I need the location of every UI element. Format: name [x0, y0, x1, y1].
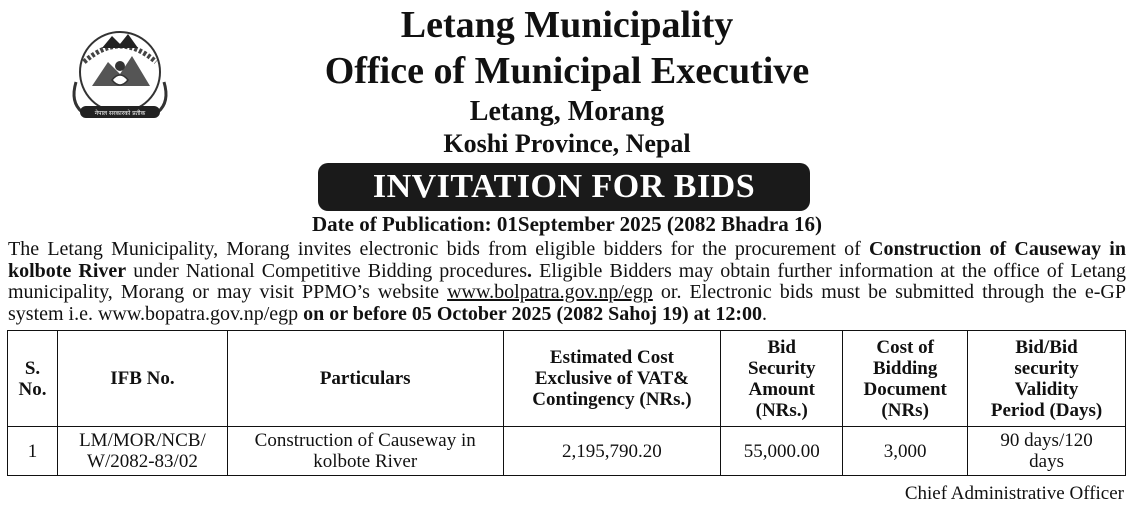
notice-text: or. Electronic bids must be submitted through the e-GP system i.e. www.bopatra.gov.np/egp	[8, 281, 1126, 325]
publication-date: Date of Publication: 01September 2025 (2082 Bhadra 16)	[312, 212, 822, 236]
notice-text: Eligible Bidders may obtain further information at the office of Letang municipality, Morang or may visit PPMO’s website	[8, 259, 1127, 303]
cell-particulars: Construction of Causeway in kolbote River	[227, 427, 503, 476]
cell-doc-cost: 3,000	[843, 427, 968, 476]
location: Letang, Morang	[469, 96, 665, 127]
col-header-doc-cost: Cost of Bidding Document (NRs)	[843, 331, 968, 427]
signatory: Chief Administrative Officer	[904, 483, 1124, 504]
bid-table	[7, 330, 1126, 476]
bid-deadline: on or before 05 October 2025 (2082 Sahoj 19) at 12:00	[303, 302, 762, 325]
cell-security: 55,000.00	[721, 427, 843, 476]
notice-text: .	[762, 302, 767, 325]
notice-title-banner: INVITATION FOR BIDS	[318, 163, 810, 211]
org-name: Letang Municipality	[400, 4, 734, 46]
notice-paragraph	[8, 239, 1126, 325]
emblem-motto: नेपाल सरकारको प्रतीक	[94, 110, 146, 117]
col-header-sno: S. No.	[8, 331, 58, 427]
col-header-validity: Bid/Bid security Validity Period (Days)	[968, 331, 1126, 427]
notice-text: .	[527, 259, 533, 282]
col-header-security: Bid Security Amount (NRs.)	[721, 331, 843, 427]
col-header-cost: Estimated Cost Exclusive of VAT& Contingency (NRs.)	[503, 331, 721, 427]
project-name: Construction of Causeway in kolbote River	[8, 238, 1126, 282]
notice-text: under National Competitive Bidding procedures	[126, 259, 528, 282]
province: Koshi Province, Nepal	[443, 129, 691, 158]
notice-text: The Letang Municipality, Morang invites electronic bids from eligible bidders for the procurement of	[8, 238, 870, 260]
cell-ifb: LM/MOR/NCB/ W/2082-83/02	[57, 427, 227, 476]
table-header-row	[8, 331, 1126, 427]
col-header-ifb: IFB No.	[57, 331, 227, 427]
col-header-particulars: Particulars	[227, 331, 503, 427]
cell-validity: 90 days/120 days	[968, 427, 1126, 476]
office-name: Office of Municipal Executive	[324, 50, 810, 92]
cell-cost: 2,195,790.20	[503, 427, 721, 476]
table-row	[8, 427, 1126, 476]
ppmo-website-link[interactable]: www.bolpatra.gov.np/egp	[447, 281, 653, 303]
cell-sno: 1	[8, 427, 58, 476]
